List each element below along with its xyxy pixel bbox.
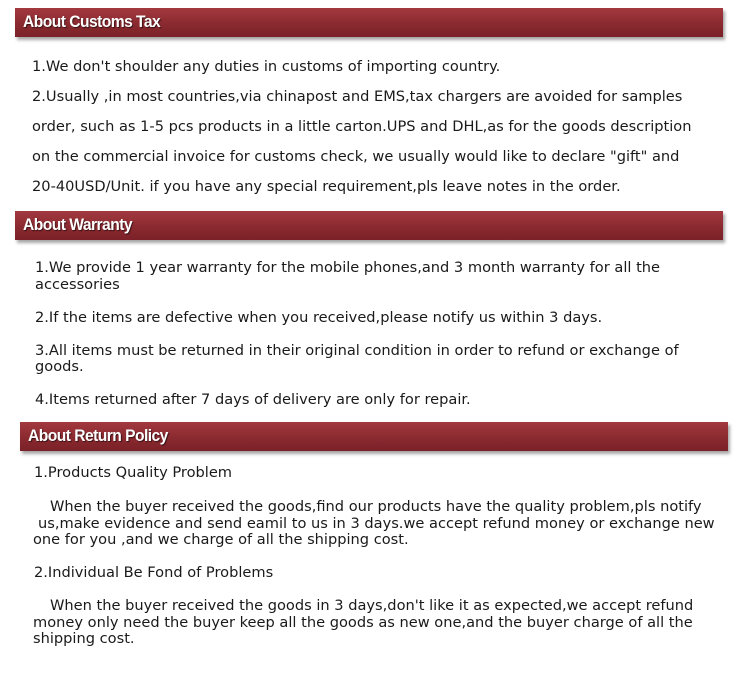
warranty-item-1-line-2: accessories <box>35 276 120 293</box>
customs-tax-item-1: 1.We don't shoulder any duties in customs of importing country. <box>32 58 501 75</box>
customs-tax-item-2-line-4: 20-40USD/Unit. if you have any special requirement,pls leave notes in the order. <box>32 178 621 195</box>
warranty-item-1-line-1: 1.We provide 1 year warranty for the mobile phones,and 3 month warranty for all the <box>35 259 661 276</box>
warranty-title: About Warranty <box>23 215 133 234</box>
warranty-item-2: 2.If the items are defective when you received,please notify us within 3 days. <box>35 309 603 326</box>
return-policy-para-1-line-3: one for you ,and we charge of all the shipping cost. <box>33 531 409 548</box>
return-policy-para-1-line-1: When the buyer received the goods,find our products have the quality problem,pls notify <box>50 498 702 515</box>
warranty-item-3-line-2: goods. <box>35 358 84 375</box>
return-policy-heading-1: 1.Products Quality Problem <box>34 464 233 481</box>
customs-tax-item-2-line-3: on the commercial invoice for customs check, we usually would like to declare "gift" and <box>32 148 680 165</box>
customs-tax-title: About Customs Tax <box>23 12 161 31</box>
customs-tax-item-2-line-2: order, such as 1-5 pcs products in a little carton.UPS and DHL,as for the goods description <box>32 118 692 135</box>
return-policy-para-2-line-2: money only need the buyer keep all the goods as new one,and the buyer charge of all the <box>33 614 693 631</box>
warranty-item-3-line-1: 3.All items must be returned in their original condition in order to refund or exchange of <box>35 342 679 359</box>
warranty-item-4: 4.Items returned after 7 days of delivery are only for repair. <box>35 391 471 408</box>
return-policy-title: About Return Policy <box>28 426 168 445</box>
customs-tax-item-2-line-1: 2.Usually ,in most countries,via chinapost and EMS,tax chargers are avoided for samples <box>32 88 683 105</box>
return-policy-para-2-line-3: shipping cost. <box>33 630 135 647</box>
customs-tax-banner <box>15 8 723 37</box>
return-policy-banner <box>20 422 728 451</box>
return-policy-para-1-line-2: us,make evidence and send eamil to us in 3 days.we accept refund money or exchange new <box>38 515 715 532</box>
warranty-banner <box>15 211 723 240</box>
return-policy-heading-2: 2.Individual Be Fond of Problems <box>34 564 274 581</box>
return-policy-para-2-line-1: When the buyer received the goods in 3 days,don't like it as expected,we accept refund <box>50 597 694 614</box>
